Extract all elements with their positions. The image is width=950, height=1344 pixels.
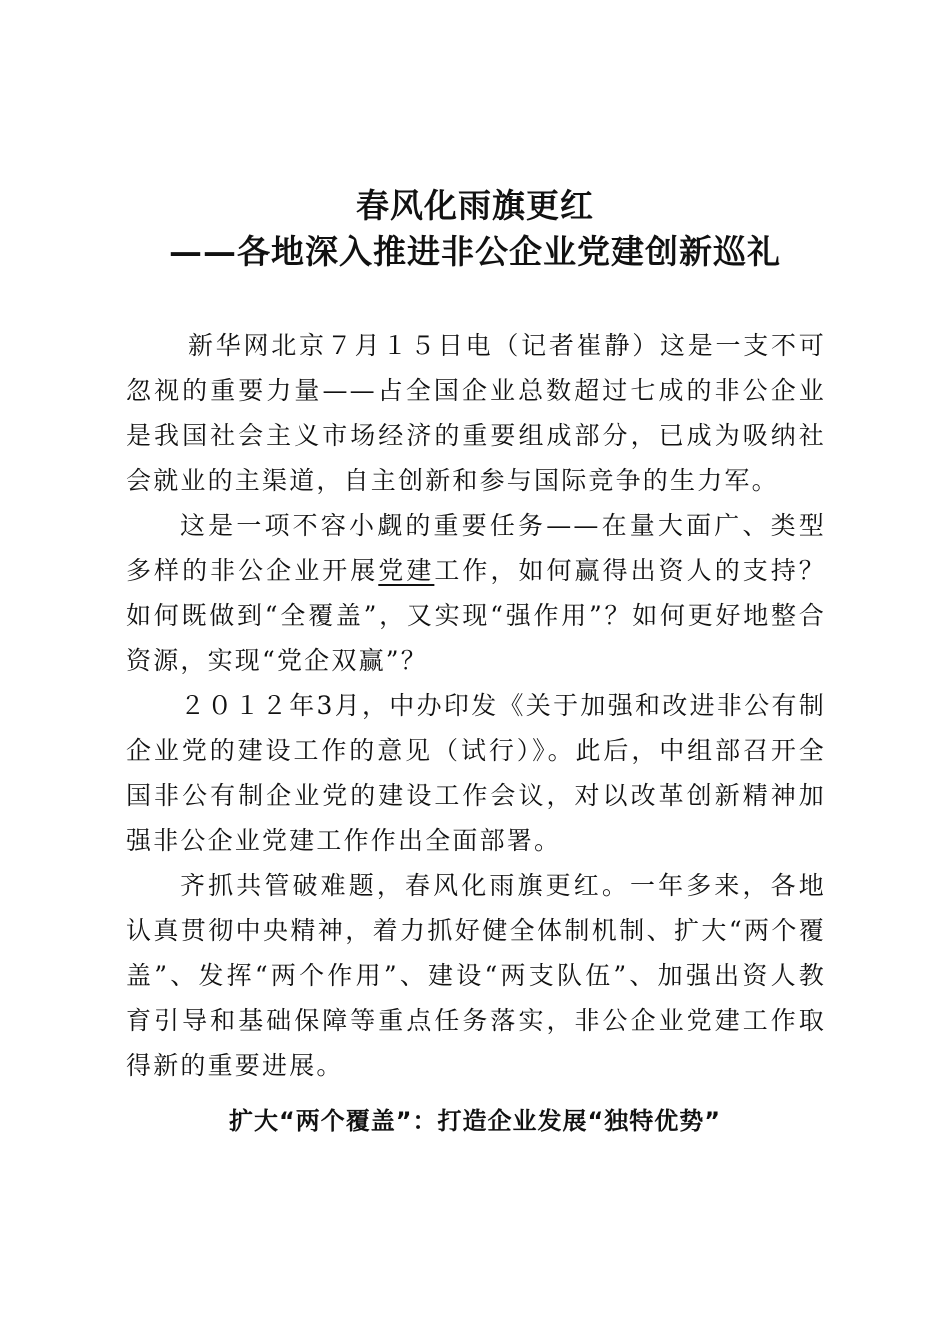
paragraph-3: ２０１２年3月，中办印发《关于加强和改进非公有制企业党的建设工作的意见（试行）》。此后，中组部召开全国非公有制企业党的建设工作会议，对以改革创新精神加强非公企业党建工作作出全面部署。 [126,691,826,855]
paragraph-2-text-start: 这是一项不容小觑的重要任务——在量大面广、类型多样的非公企业开展 [126,511,826,585]
article-title: 春风化雨旗更红 [356,186,594,225]
paragraph-4: 齐抓共管破难题，春风化雨旗更红。一年多来，各地认真贯彻中央精神，着力抓好健全体制机制、扩大“两个覆盖”、发挥“两个作用”、建设“两支队伍”、加强出资人教育引导和基础保障等重点任务落实，非公企业党建工作取得新的重要进展。 [126,871,826,1080]
paragraph-2-text-end: 工作，如何赢得出资人的支持？如何既做到“全覆盖”，又实现“强作用”？如何更好地整合资源，实现“党企双赢”？ [126,556,826,675]
article-subtitle: ——各地深入推进非公企业党建创新巡礼 [169,232,781,271]
underlined-text: 党建 [378,556,435,585]
article-body [126,323,826,1088]
section-heading: 扩大“两个覆盖”：打造企业发展“独特优势” [228,1107,722,1135]
paragraph-2 [126,503,826,683]
paragraph-1: 新华网北京７月１５日电（记者崔静）这是一支不可忽视的重要力量——占全国企业总数超过七成的非公企业是我国社会主义市场经济的重要组成部分，已成为吸纳社会就业的主渠道，自主创新和参与国际竞争的生力军。 [126,331,826,495]
